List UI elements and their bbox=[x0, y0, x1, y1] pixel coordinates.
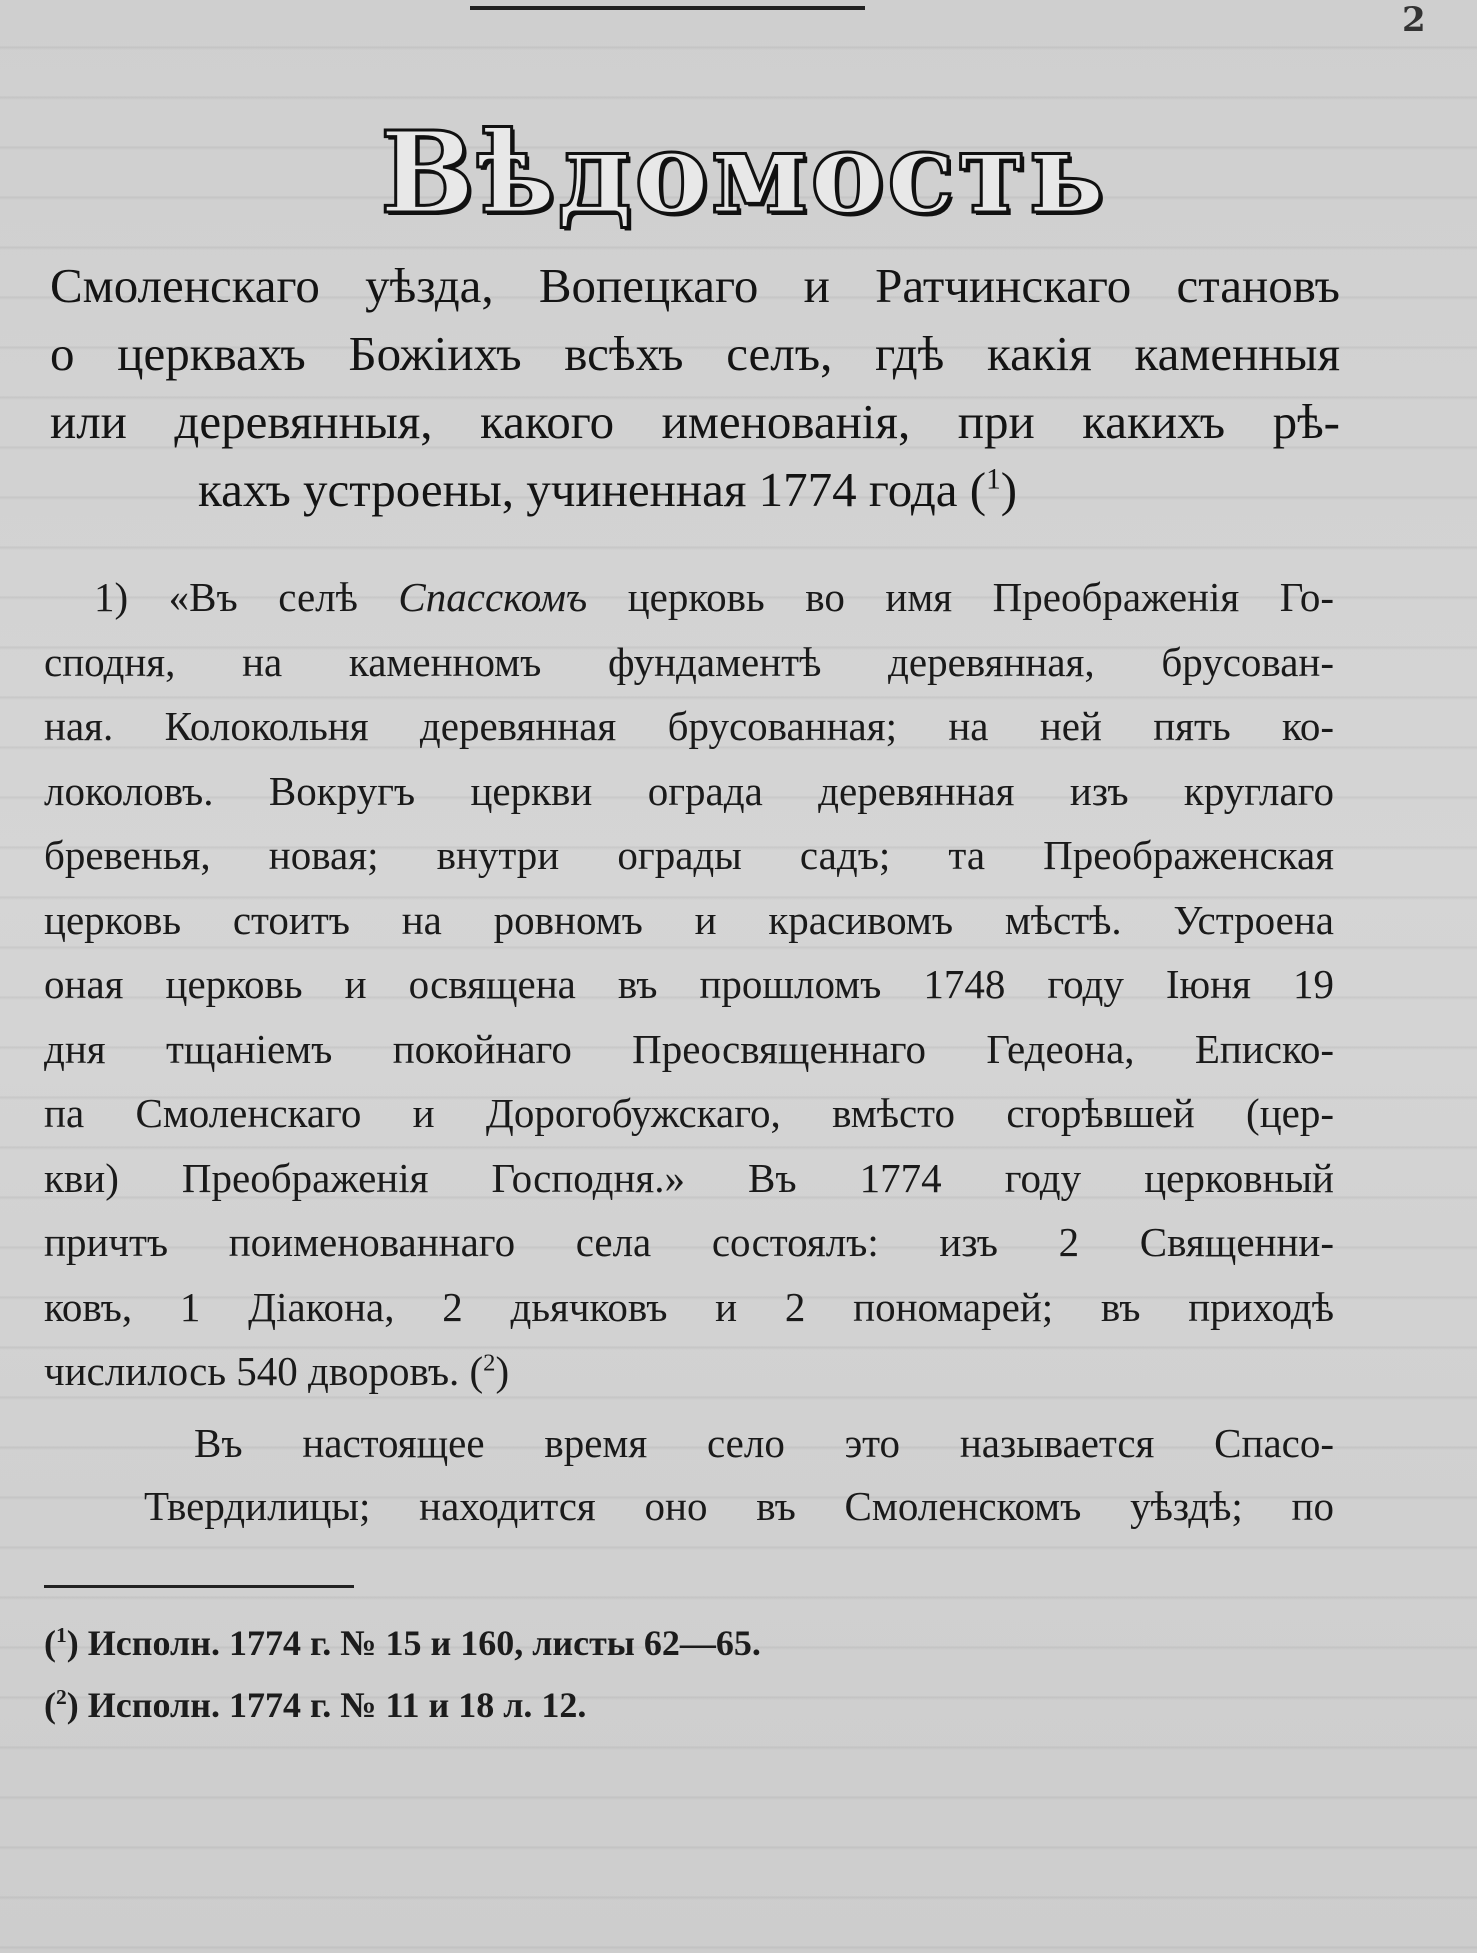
document-heading bbox=[50, 252, 1340, 524]
footnote-text: Исполн. 1774 г. № 11 и 18 л. 12. bbox=[87, 1685, 587, 1725]
line-text: 1) «Въ селѣ bbox=[94, 574, 399, 620]
paragraph-line: кви) Преображенія Господня.» Въ 1774 году церковный bbox=[44, 1154, 1334, 1201]
paragraph-line: сподня, на каменномъ фундаментѣ деревянная, брусован- bbox=[44, 638, 1334, 685]
main-paragraph bbox=[44, 565, 1334, 1404]
line-text: числилось 540 дворовъ. bbox=[44, 1348, 460, 1394]
page-number: 2 bbox=[1402, 0, 1426, 40]
paragraph-line: причтъ поименованнаго села состоялъ: изъ 2 Священни- bbox=[44, 1219, 1334, 1265]
heading-line: Смоленскаго уѣзда, Вопецкаго и Ратчинскаго становъ bbox=[50, 258, 1340, 313]
second-paragraph bbox=[44, 1412, 1334, 1538]
footnote: ($^2$) Исполн. 1774 г. № 11 и 18 л. 12. bbox=[44, 1685, 587, 1725]
paragraph-line-last: числилось 540 дворовъ. ($^2$) bbox=[44, 1348, 510, 1394]
paragraph-line: церковь стоитъ на ровномъ и красивомъ мѣстѣ. Устроена bbox=[44, 896, 1334, 943]
document-title: Вѣдомость bbox=[380, 108, 1107, 239]
paragraph-line: Твердилицы; находится оно въ Смоленскомъ уѣздѣ; по bbox=[144, 1483, 1334, 1529]
footnotes bbox=[44, 1612, 1144, 1736]
paragraph-line: па Смоленскаго и Дорогобужскаго, вмѣсто сгорѣвшей (цер- bbox=[44, 1090, 1334, 1136]
paragraph-line: ная. Колокольня деревянная брусованная; на ней пять ко- bbox=[44, 703, 1334, 749]
paragraph-line: бревенья, новая; внутри ограды садъ; та Преображенская bbox=[44, 832, 1334, 878]
paragraph-line: локоловъ. Вокругъ церкви ограда деревянная изъ круглаго bbox=[44, 767, 1334, 814]
paragraph-line: Въ настоящее время село это называется Спасо- bbox=[194, 1420, 1334, 1466]
heading-line: или деревянныя, какого именованія, при какихъ рѣ- bbox=[50, 394, 1340, 449]
footnote-ref: 1 bbox=[986, 463, 1001, 496]
paragraph-line: дня тщаніемъ покойнаго Преосвященнаго Гедеона, Еписко- bbox=[44, 1025, 1334, 1072]
paragraph-line: оная церковь и освящена въ прошломъ 1748 году Іюня 19 bbox=[44, 961, 1334, 1007]
footnote-text: Исполн. 1774 г. № 15 и 160, листы 62—65. bbox=[87, 1623, 761, 1663]
footnote-separator bbox=[44, 1585, 354, 1588]
footnote: ($^1$) Исполн. 1774 г. № 15 и 160, листы 62—65. bbox=[44, 1623, 761, 1663]
line-text: церковь во имя Преображенія Го- bbox=[587, 574, 1334, 620]
footnote-marker: 1 bbox=[56, 1623, 67, 1648]
footnote-marker: 2 bbox=[56, 1685, 67, 1710]
paragraph-line: ковъ, 1 Діакона, 2 дьячковъ и 2 пономарей; въ приходѣ bbox=[44, 1283, 1334, 1330]
heading-line-text: кахъ устроены, учиненная 1774 года bbox=[198, 462, 958, 517]
paragraph-line bbox=[44, 565, 1334, 630]
top-rule bbox=[470, 6, 865, 10]
place-name: Спасскомъ bbox=[398, 574, 588, 620]
heading-line: о церквахъ Божіихъ всѣхъ селъ, гдѣ какія каменныя bbox=[50, 326, 1340, 381]
heading-line-last: кахъ устроены, учиненная 1774 года ($^1$) bbox=[198, 462, 1018, 517]
footnote-ref: 2 bbox=[483, 1349, 496, 1377]
